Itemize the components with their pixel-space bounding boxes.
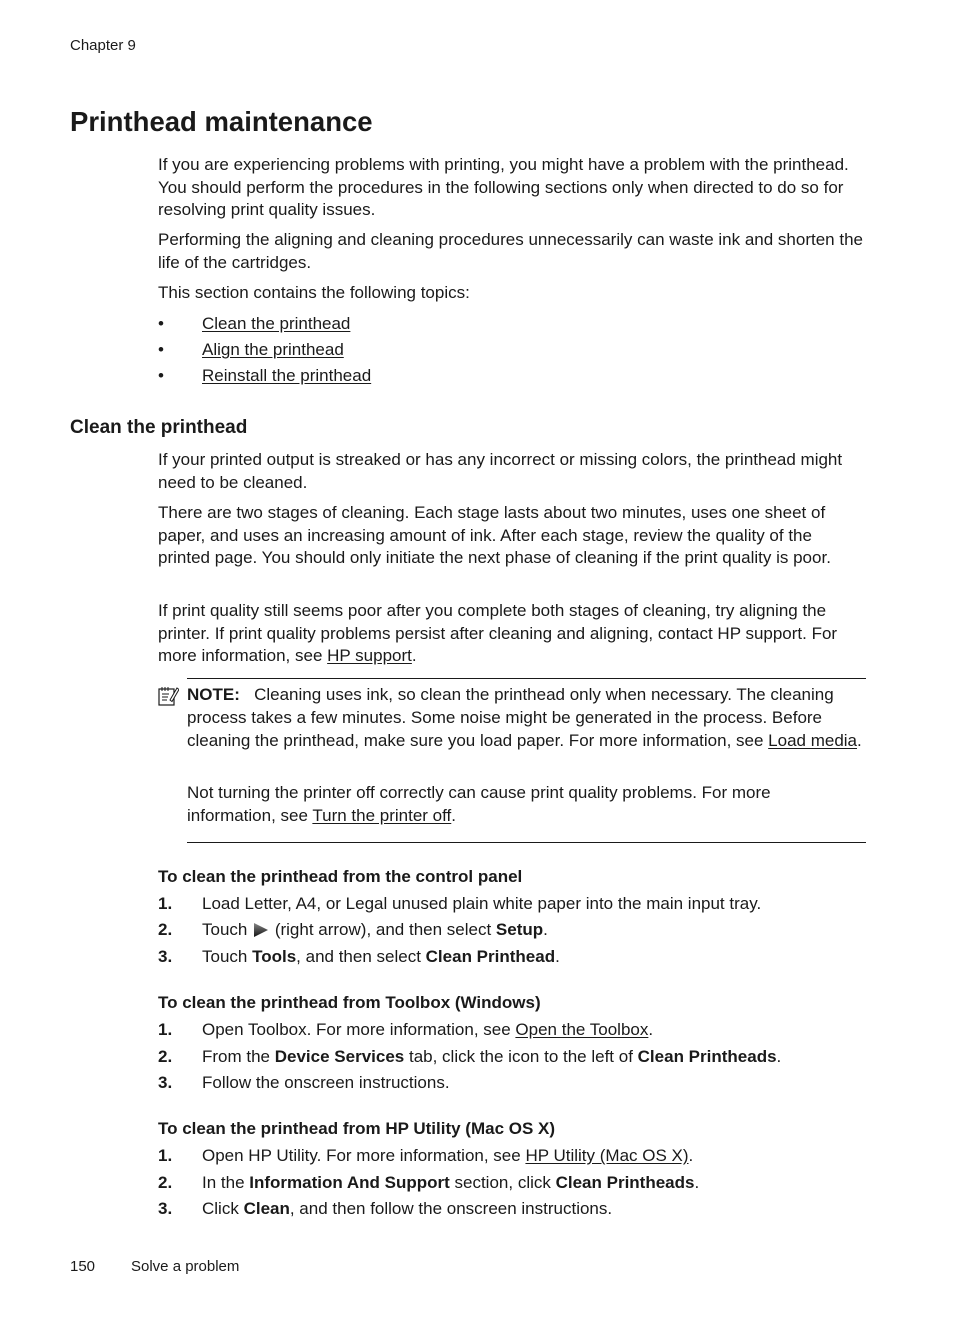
- clean-paragraph-2: There are two stages of cleaning. Each stage lasts about two minutes, uses one sheet of paper, and uses an increasing amount of ink. After each stage, review the quality of the printed page. You should only initiate the next phase of cleaning if the print quality is poor.: [158, 503, 831, 568]
- step-bold: Clean Printheads: [555, 1173, 695, 1192]
- step-text-pre: Open HP Utility. For more information, see: [202, 1146, 526, 1165]
- step-text: Follow the onscreen instructions.: [202, 1073, 450, 1092]
- bullet: •: [158, 340, 164, 359]
- step-number: 1.: [158, 1146, 173, 1165]
- note-text-1: Cleaning uses ink, so clean the printhead only when necessary. The cleaning process takes a few minutes. Some noise might be generated in the process. Before cleaning the printhead, make sure you load paper. For more information, see: [187, 685, 834, 750]
- page-title: Printhead maintenance: [70, 106, 373, 137]
- link-load-media[interactable]: Load media: [768, 730, 858, 750]
- step-text: [202, 919, 548, 941]
- right-arrow-icon: [252, 922, 270, 938]
- step-number: 2.: [158, 920, 173, 939]
- step-text-post: , and then follow the onscreen instructions.: [289, 1199, 613, 1218]
- step-text-pre: Open Toolbox. For more information, see: [202, 1020, 516, 1039]
- step-number: 2.: [158, 1047, 173, 1066]
- note-text-1-end: .: [857, 730, 862, 750]
- step-text-pre: From the: [202, 1047, 275, 1066]
- step-text: [202, 1198, 612, 1220]
- link-hp-support[interactable]: HP support: [327, 646, 412, 666]
- step-text-post: .: [543, 920, 548, 939]
- step-text-pre: Click: [202, 1199, 244, 1218]
- note-bottom-rule: [187, 842, 866, 843]
- intro-paragraph-1: If you are experiencing problems with printing, you might have a problem with the printhead. You should perform the procedures in the following sections only when directed to do so for resolving print quality issues.: [158, 155, 849, 220]
- section-heading-clean: Clean the printhead: [70, 417, 248, 438]
- link-turn-the-printer-off[interactable]: Turn the printer off: [312, 805, 452, 825]
- bullet: •: [158, 314, 164, 333]
- step-text-pre: Touch: [202, 947, 253, 966]
- step-bold: Device Services: [274, 1047, 405, 1066]
- step-text: [202, 1046, 781, 1068]
- subheading-control-panel: To clean the printhead from the control panel: [158, 867, 523, 886]
- step-text-post: .: [776, 1047, 782, 1066]
- step-text-mid: , and then select: [296, 947, 426, 966]
- step-number: 1.: [158, 1020, 173, 1039]
- chapter-header: Chapter 9: [70, 37, 136, 54]
- step-bold: Information And Support: [249, 1173, 450, 1192]
- note-text-2: Not turning the printer off correctly can cause print quality problems. For more information, see: [187, 783, 771, 825]
- step-bold: Clean Printheads: [637, 1047, 777, 1066]
- clean-paragraph-3-end: .: [411, 646, 417, 666]
- note-top-rule: [187, 678, 866, 679]
- subheading-hp-utility: To clean the printhead from HP Utility (Mac OS X): [158, 1119, 556, 1138]
- page-number: 150: [70, 1258, 96, 1275]
- step-number: 2.: [158, 1173, 173, 1192]
- step-text: [202, 1145, 693, 1167]
- link-hp-utility-mac[interactable]: HP Utility (Mac OS X): [525, 1146, 689, 1165]
- step-text-mid: tab, click the icon to the left of: [404, 1047, 638, 1066]
- note-text-2-end: .: [451, 805, 457, 825]
- link-align-the-printhead[interactable]: Align the printhead: [202, 340, 344, 359]
- step-text: [202, 1019, 653, 1041]
- clean-paragraph-1: If your printed output is streaked or has any incorrect or missing colors, the printhead might need to be cleaned.: [158, 450, 843, 492]
- step-number: 1.: [158, 894, 173, 913]
- step-text-post: .: [648, 1020, 654, 1039]
- step-text-post: .: [555, 947, 560, 966]
- step-text-post: .: [688, 1146, 694, 1165]
- note-label: NOTE:: [187, 685, 240, 704]
- step-text: Load Letter, A4, or Legal unused plain white paper into the main input tray.: [202, 894, 762, 913]
- link-open-the-toolbox[interactable]: Open the Toolbox: [515, 1020, 649, 1039]
- step-number: 3.: [158, 1073, 173, 1092]
- step-text-mid: (right arrow), and then select: [270, 920, 496, 939]
- step-bold: Setup: [495, 920, 544, 939]
- step-number: 3.: [158, 1199, 173, 1218]
- step-text-pre: Touch: [202, 920, 253, 939]
- bullet: •: [158, 366, 164, 385]
- intro-paragraph-3: This section contains the following topics:: [158, 283, 470, 302]
- step-bold: Clean: [243, 1199, 290, 1218]
- step-bold: Tools: [252, 947, 297, 966]
- note-paragraph-1: [187, 684, 862, 752]
- link-reinstall-the-printhead[interactable]: Reinstall the printhead: [202, 366, 372, 385]
- step-bold: Clean Printhead: [425, 947, 556, 966]
- step-number: 3.: [158, 947, 173, 966]
- clean-paragraph-3-text: If print quality still seems poor after you complete both stages of cleaning, try aligning the printer. If print quality problems persist after cleaning and aligning, contact HP support. For more information, see: [158, 601, 838, 666]
- footer-section-title: Solve a problem: [131, 1258, 240, 1275]
- link-clean-the-printhead[interactable]: Clean the printhead: [202, 314, 351, 333]
- note-paragraph-2: [187, 782, 862, 828]
- step-text-pre: In the: [202, 1173, 250, 1192]
- step-text: [202, 1172, 699, 1194]
- step-text-post: .: [694, 1173, 700, 1192]
- clean-paragraph-3: [158, 600, 863, 668]
- note-icon: [157, 685, 179, 707]
- step-text-mid: section, click: [449, 1173, 556, 1192]
- step-text: [202, 946, 560, 968]
- intro-paragraph-2: Performing the aligning and cleaning procedures unnecessarily can waste ink and shorten the life of the cartridges.: [158, 230, 863, 272]
- subheading-toolbox: To clean the printhead from Toolbox (Windows): [158, 993, 541, 1012]
